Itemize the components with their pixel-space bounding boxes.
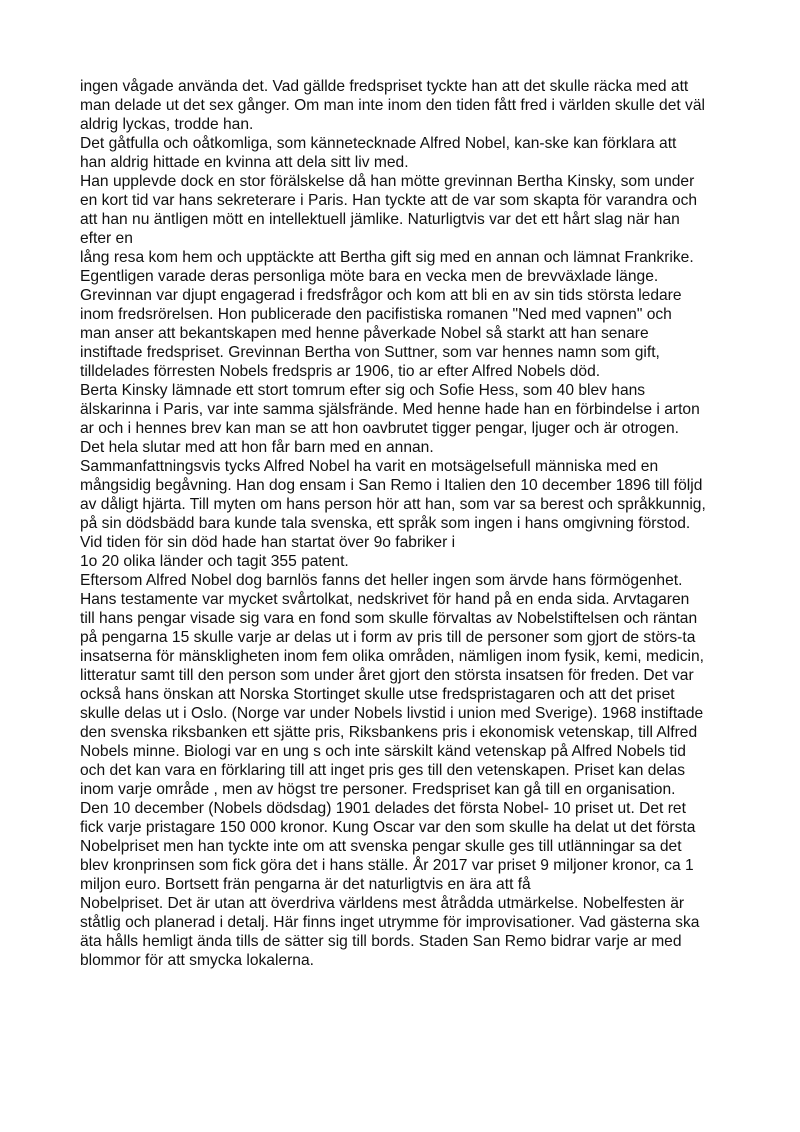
text-line: tilldelades förresten Nobels fredspris ar 1906, tio ar efter Alfred Nobels död. bbox=[80, 363, 601, 380]
text-line: man delade ut det sex gånger. Om man inte inom den tiden fått fred i världen skulle det väl bbox=[80, 97, 705, 114]
text-line: Nobels minne. Biologi var en ung s och inte särskilt känd vetenskap på Alfred Nobels tid bbox=[80, 743, 686, 760]
text-line: Vid tiden för sin död hade han startat över 9o fabriker i bbox=[80, 534, 456, 551]
text-line: älskarinna i Paris, var inte samma själsfrände. Med henne hade han en förbindelse i arton bbox=[80, 401, 700, 418]
text-line: fick varje pristagare 150 000 kronor. Kung Oscar var den som skulle ha delat ut det första bbox=[80, 819, 696, 836]
text-line: äta hålls hemligt ända tills de sätter sig till bords. Staden San Remo bidrar varje ar med bbox=[80, 933, 682, 950]
text-line: inom fredsrörelsen. Hon publicerade den pacifistiska romanen "Ned med vapnen" och bbox=[80, 306, 672, 323]
text-line: att han nu äntligen mött en intellektuell jämlike. Naturligtvis var det ett hårt slag när han bbox=[80, 211, 680, 228]
text-line: en kort tid var hans sekreterare i Paris. Han tyckte att de var som skapta för varandra och bbox=[80, 192, 698, 209]
text-line: insatserna för mänskligheten inom fem olika områden, nämligen inom fysik, kemi, medicin, bbox=[80, 648, 705, 665]
text-line: aldrig lyckas, trodde han. bbox=[80, 116, 254, 133]
text-line: Nobelpriset men han tyckte inte om att svenska pengar skulle ges till utlänningar sa det bbox=[80, 838, 682, 855]
text-line: på pengarna 15 skulle varje ar delas ut i form av pris till de personer som gjort de störs-ta bbox=[80, 629, 696, 646]
text-line: han aldrig hittade en kvinna att dela sitt liv med. bbox=[80, 154, 409, 171]
text-line: också hans önskan att Norska Stortinget skulle utse fredspristagaren och att det priset bbox=[80, 686, 675, 703]
text-line: man anser att bekantskapen med henne påverkade Nobel så starkt att han senare bbox=[80, 325, 649, 342]
text-line: Sammanfattningsvis tycks Alfred Nobel ha varit en motsägelsefull människa med en bbox=[80, 458, 659, 475]
text-line: på sin dödsbädd bara kunde tala svenska, ett språk som ingen i hans omgivning förstod. bbox=[80, 515, 691, 532]
text-line: 1o 20 olika länder och tagit 355 patent. bbox=[80, 553, 349, 570]
text-line: Hans testamente var mycket svårtolkat, nedskrivet för hand på en enda sida. Arvtagaren bbox=[80, 591, 690, 608]
text-line: efter en bbox=[80, 230, 133, 247]
text-line: Det hela slutar med att hon får barn med en annan. bbox=[80, 439, 434, 456]
text-line: blev kronprinsen som fick göra det i hans ställe. År 2017 var priset 9 miljoner kronor, ca 1 bbox=[80, 857, 694, 874]
text-line: litteratur samt till den person som under året gjort den största insatsen för freden. Det var bbox=[80, 667, 694, 684]
text-line: skulle delas ut i Oslo. (Norge var under Nobels livstid i union med Sverige). 1968 instiftade bbox=[80, 705, 704, 722]
text-line: lång resa kom hem och upptäckte att Bertha gift sig med en annan och lämnat Frankrike. bbox=[80, 249, 694, 266]
text-line: instiftade fredspriset. Grevinnan Bertha von Suttner, som var hennes namn som gift, bbox=[80, 344, 660, 361]
text-line: ar och i hennes brev kan man se att hon oavbrutet tigger pengar, ljuger och är otrogen. bbox=[80, 420, 680, 437]
text-line: Nobelpriset. Det är utan att överdriva världens mest åtrådda utmärkelse. Nobelfesten är bbox=[80, 895, 685, 912]
text-line: Grevinnan var djupt engagerad i fredsfrågor och kom att bli en av sin tids största ledare bbox=[80, 287, 682, 304]
text-line: blommor för att smycka lokalerna. bbox=[80, 952, 314, 969]
text-line: av dåligt hjärta. Till myten om hans person hör att han, som var sa berest och språkkunnig, bbox=[80, 496, 706, 513]
text-line: ståtlig och planerad i detalj. Här finns inget utrymme för improvisationer. Vad gästerna ska bbox=[80, 914, 700, 931]
text-line: miljon euro. Bortsett frän pengarna är det naturligtvis en ära att få bbox=[80, 876, 531, 893]
text-line: inom varje område , men av högst tre personer. Fredspriset kan gå till en organisation. bbox=[80, 781, 676, 798]
text-line: Eftersom Alfred Nobel dog barnlös fanns det heller ingen som ärvde hans förmögenhet. bbox=[80, 572, 683, 589]
text-line: till hans pengar visade sig vara en fond som skulle förvaltas av Nobelstiftelsen och räntan bbox=[80, 610, 698, 627]
text-line: mångsidig begåvning. Han dog ensam i San Remo i Italien den 10 december 1896 till följd bbox=[80, 477, 703, 494]
document-page bbox=[80, 77, 740, 970]
text-line: Berta Kinsky lämnade ett stort tomrum efter sig och Sofie Hess, som 40 blev hans bbox=[80, 382, 646, 399]
text-line: Han upplevde dock en stor förälskelse då han mötte grevinnan Bertha Kinsky, som under bbox=[80, 173, 695, 190]
text-line: Det gåtfulla och oåtkomliga, som kännetecknade Alfred Nobel, kan-ske kan förklara att bbox=[80, 135, 677, 152]
text-line: och det kan vara en förklaring till att inget pris ges till den vetenskapen. Priset kan delas bbox=[80, 762, 686, 779]
text-line: den svenska riksbanken ett sjätte pris, Riksbankens pris i ekonomisk vetenskap, till Alfred bbox=[80, 724, 698, 741]
text-line: Egentligen varade deras personliga möte bara en vecka men de brevväxlade länge. bbox=[80, 268, 659, 285]
text-line: ingen vågade använda det. Vad gällde fredspriset tyckte han att det skulle räcka med att bbox=[80, 78, 689, 95]
text-line: Den 10 december (Nobels dödsdag) 1901 delades det första Nobel- 10 priset ut. Det ret bbox=[80, 800, 686, 817]
